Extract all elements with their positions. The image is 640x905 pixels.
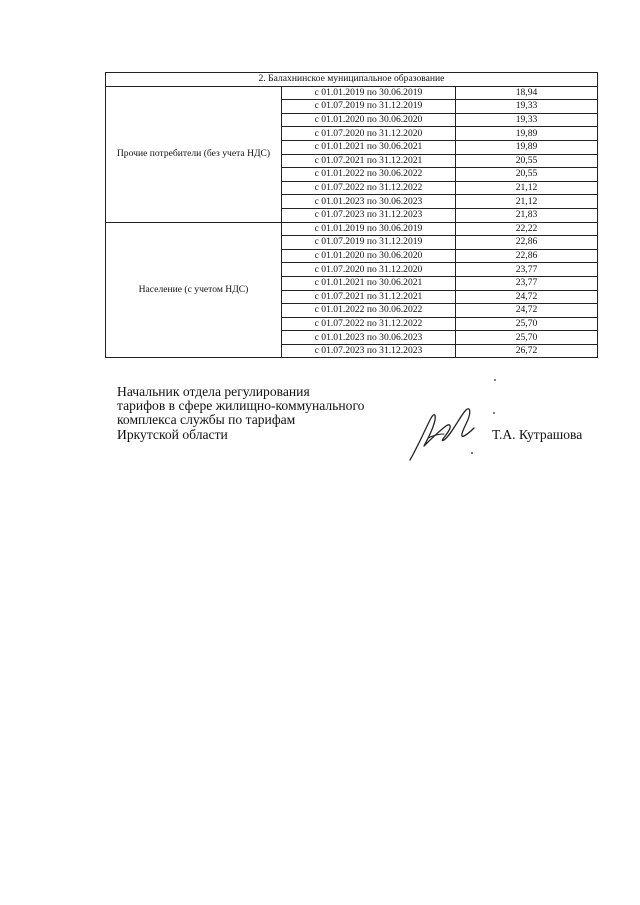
- period-cell: с 01.01.2019 по 30.06.2019: [282, 86, 456, 100]
- tariff-value-cell: 21,83: [456, 208, 598, 222]
- tariff-value-cell: 21,12: [456, 181, 598, 195]
- period-cell: с 01.01.2023 по 30.06.2023: [282, 331, 456, 345]
- period-cell: с 01.01.2023 по 30.06.2023: [282, 195, 456, 209]
- section-title: 2. Балахнинское муниципальное образование: [106, 73, 598, 87]
- consumer-category: Население (с учетом НДС): [106, 222, 282, 358]
- position-title-line-2: тарифов в сфере жилищно-коммунального: [117, 398, 365, 414]
- period-cell: с 01.07.2021 по 31.12.2021: [282, 290, 456, 304]
- period-cell: с 01.07.2023 по 31.12.2023: [282, 344, 456, 358]
- scan-speck: [494, 379, 496, 381]
- position-title-line-4: Иркутской области: [117, 426, 228, 442]
- tariff-value-cell: 18,94: [456, 86, 598, 100]
- position-title-line-1: Начальник отдела регулирования: [117, 384, 310, 399]
- signatory-name: Т.А. Кутрашова: [492, 427, 583, 442]
- position-title-line-3: комплекса службы по тарифам: [117, 412, 296, 428]
- tariff-table: [105, 72, 598, 358]
- consumer-category: Прочие потребители (без учета НДС): [106, 86, 282, 222]
- period-cell: с 01.07.2023 по 31.12.2023: [282, 208, 456, 222]
- period-cell: с 01.07.2019 по 31.12.2019: [282, 100, 456, 114]
- scan-speck: [493, 412, 495, 414]
- period-cell: с 01.07.2019 по 31.12.2019: [282, 236, 456, 250]
- tariff-value-cell: 19,89: [456, 140, 598, 154]
- period-cell: с 01.07.2022 по 31.12.2022: [282, 317, 456, 331]
- tariff-value-cell: 25,70: [456, 331, 598, 345]
- tariff-value-cell: 20,55: [456, 154, 598, 168]
- period-cell: с 01.07.2020 по 31.12.2020: [282, 127, 456, 141]
- period-cell: с 01.07.2021 по 31.12.2021: [282, 154, 456, 168]
- tariff-value-cell: 25,70: [456, 317, 598, 331]
- table-row: [106, 222, 598, 236]
- tariff-value-cell: 26,72: [456, 344, 598, 358]
- tariff-value-cell: 23,77: [456, 263, 598, 277]
- period-cell: с 01.01.2020 по 30.06.2020: [282, 249, 456, 263]
- tariff-value-cell: 19,33: [456, 100, 598, 114]
- period-cell: с 01.01.2021 по 30.06.2021: [282, 140, 456, 154]
- tariff-value-cell: 24,72: [456, 304, 598, 318]
- period-cell: с 01.07.2022 по 31.12.2022: [282, 181, 456, 195]
- period-cell: с 01.01.2022 по 30.06.2022: [282, 304, 456, 318]
- period-cell: с 01.01.2019 по 30.06.2019: [282, 222, 456, 236]
- tariff-value-cell: 22,86: [456, 249, 598, 263]
- period-cell: с 01.07.2020 по 31.12.2020: [282, 263, 456, 277]
- period-cell: с 01.01.2022 по 30.06.2022: [282, 168, 456, 182]
- scan-speck: [471, 452, 473, 454]
- section-header-row: [106, 73, 598, 87]
- table-row: [106, 86, 598, 100]
- tariff-value-cell: 22,22: [456, 222, 598, 236]
- tariff-value-cell: 22,86: [456, 236, 598, 250]
- tariff-value-cell: 19,33: [456, 113, 598, 127]
- handwritten-signature: [400, 402, 488, 464]
- tariff-value-cell: 20,55: [456, 168, 598, 182]
- tariff-value-cell: 21,12: [456, 195, 598, 209]
- period-cell: с 01.01.2021 по 30.06.2021: [282, 276, 456, 290]
- tariff-value-cell: 19,89: [456, 127, 598, 141]
- tariff-value-cell: 24,72: [456, 290, 598, 304]
- tariff-value-cell: 23,77: [456, 276, 598, 290]
- period-cell: с 01.01.2020 по 30.06.2020: [282, 113, 456, 127]
